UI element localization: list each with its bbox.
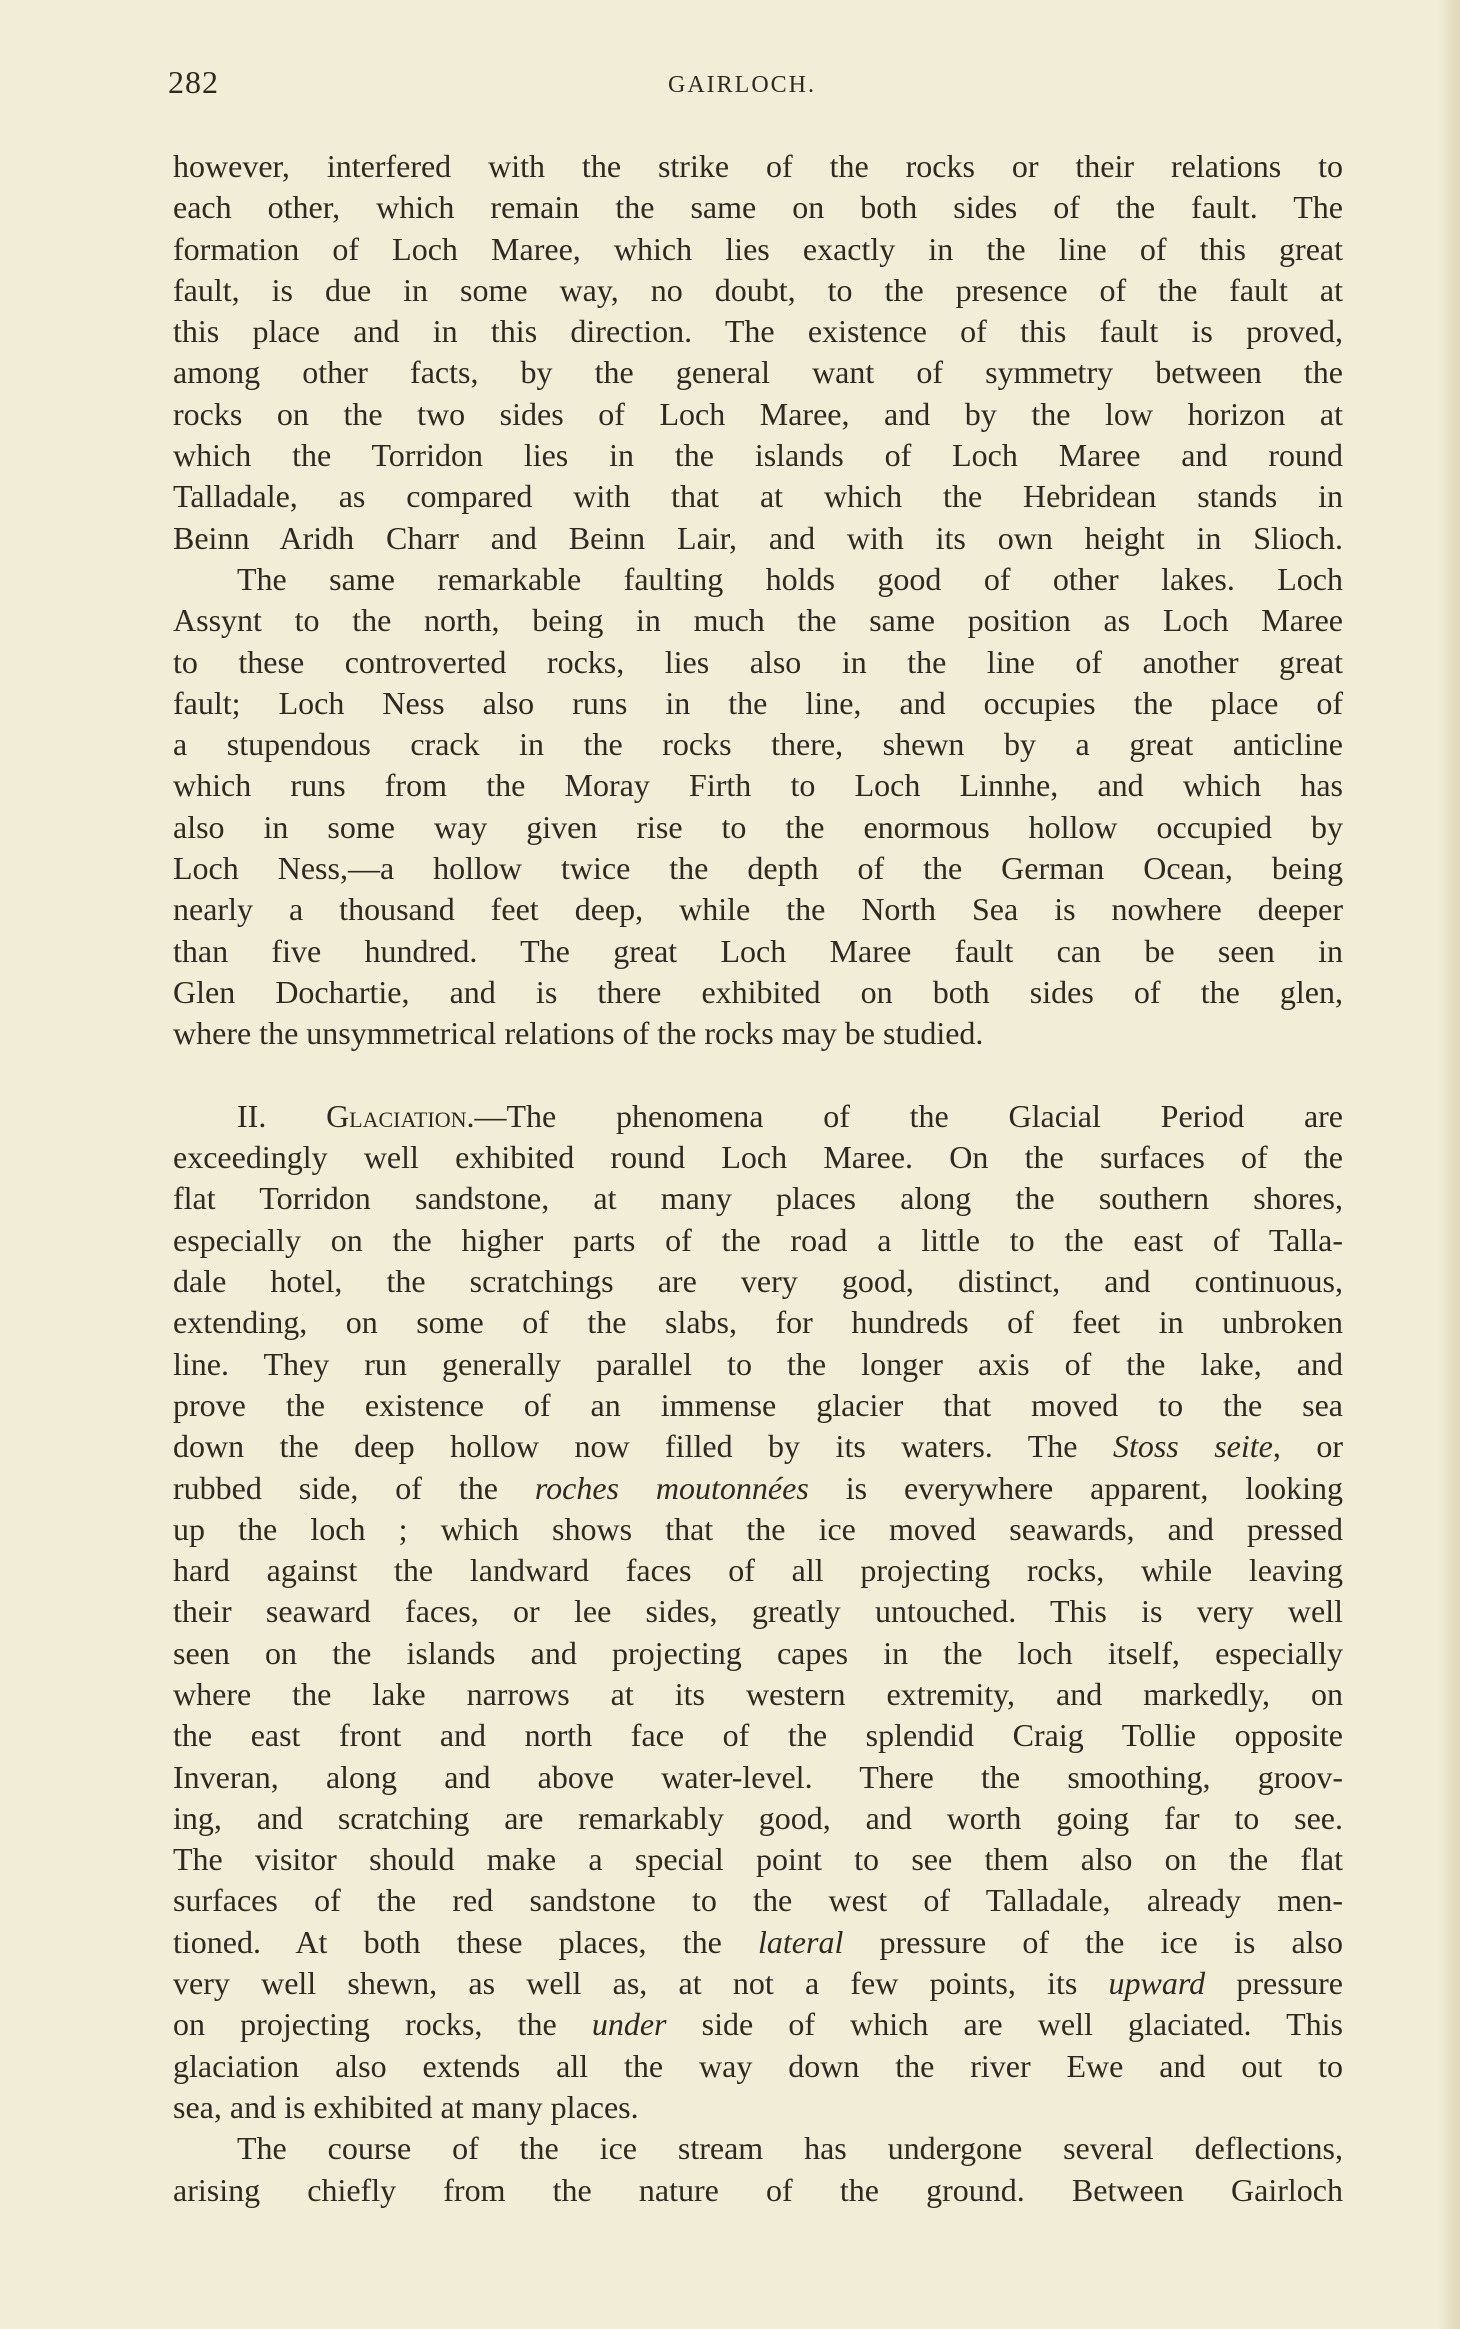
text-line: each other, which remain the same on both sides of the fault. The bbox=[173, 189, 1343, 226]
text-line: the east front and north face of the splendid Craig Tollie opposite bbox=[173, 1717, 1343, 1754]
italic-term: lateral bbox=[758, 1923, 844, 1960]
text-run: rubbed side, of the bbox=[173, 1469, 535, 1506]
text-run: is everywhere apparent, looking bbox=[808, 1469, 1344, 1506]
text-line bbox=[173, 2004, 1343, 2045]
text-line: ing, and scratching are remarkably good, and worth going far to see. bbox=[173, 1799, 1343, 1836]
text-line: Assynt to the north, being in much the same position as Loch Maree bbox=[173, 602, 1343, 639]
text-line: dale hotel, the scratchings are very good, distinct, and continuous, bbox=[173, 1263, 1343, 1300]
text-run: pressure bbox=[1205, 1965, 1344, 2002]
text-line: sea, and is exhibited at many places. bbox=[173, 2088, 639, 2125]
text-line: also in some way given rise to the enormous hollow occupied by bbox=[173, 808, 1343, 845]
text-run: on projecting rocks, the bbox=[173, 2006, 592, 2043]
text-line: fault, is due in some way, no doubt, to the presence of the fault at bbox=[173, 271, 1343, 308]
text-line: line. They run generally parallel to the longer axis of the lake, and bbox=[173, 1345, 1343, 1382]
text-line: The same remarkable faulting holds good of other lakes. Loch bbox=[237, 560, 1343, 597]
text-line: glaciation also extends all the way down the river Ewe and out to bbox=[173, 2047, 1343, 2084]
text-line: up the loch ; which shows that the ice moved seawards, and pressed bbox=[173, 1510, 1343, 1547]
text-line: where the unsymmetrical relations of the rocks may be studied. bbox=[173, 1015, 984, 1052]
text-line: Inveran, along and above water-level. There the smoothing, groov- bbox=[173, 1758, 1343, 1795]
text-line: prove the existence of an immense glacier that moved to the sea bbox=[173, 1386, 1343, 1423]
text-line: hard against the landward faces of all projecting rocks, while leaving bbox=[173, 1552, 1343, 1589]
running-head: GAIRLOCH. bbox=[668, 72, 816, 98]
text-line: rocks on the two sides of Loch Maree, and by the low horizon at bbox=[173, 395, 1343, 432]
text-line: especially on the higher parts of the road a little to the east of Talla- bbox=[173, 1221, 1343, 1258]
text-line: to these controverted rocks, lies also in the line of another great bbox=[173, 643, 1343, 680]
text-line: Talladale, as compared with that at which the Hebridean stands in bbox=[173, 478, 1343, 515]
text-run: tioned. At both these places, the bbox=[173, 1923, 759, 1960]
text-line: than five hundred. The great Loch Maree fault can be seen in bbox=[173, 932, 1343, 969]
page-number: 282 bbox=[168, 64, 219, 100]
italic-term: roches moutonnées bbox=[534, 1469, 809, 1506]
text-line: formation of Loch Maree, which lies exactly in the line of this great bbox=[173, 230, 1343, 267]
text-line: fault; Loch Ness also runs in the line, and occupies the place of bbox=[173, 684, 1343, 721]
text-line: which the Torridon lies in the islands of Loch Maree and round bbox=[173, 437, 1343, 474]
text-line: arising chiefly from the nature of the ground. Between Gairloch bbox=[173, 2171, 1343, 2208]
text-run: pressure of the ice is also bbox=[843, 1923, 1344, 1960]
text-line: which runs from the Moray Firth to Loch Linnhe, and which has bbox=[173, 767, 1343, 804]
text-line: Glen Dochartie, and is there exhibited on both sides of the glen, bbox=[173, 973, 1343, 1010]
text-run: II. bbox=[237, 1097, 327, 1134]
text-line: among other facts, by the general want of symmetry between the bbox=[173, 354, 1343, 391]
italic-term: under bbox=[591, 2006, 667, 2043]
text-line: Loch Ness,—a hollow twice the depth of the German Ocean, being bbox=[173, 850, 1343, 887]
body-text bbox=[173, 146, 1343, 2211]
page-edge-shadow bbox=[1438, 0, 1460, 2329]
text-line: nearly a thousand feet deep, while the North Sea is nowhere deeper bbox=[173, 891, 1343, 928]
text-line bbox=[173, 1922, 1343, 1963]
text-line: flat Torridon sandstone, at many places along the southern shores, bbox=[173, 1180, 1343, 1217]
text-line bbox=[173, 1468, 1343, 1509]
text-line: where the lake narrows at its western extremity, and markedly, on bbox=[173, 1675, 1343, 1712]
text-line: however, interfered with the strike of the rocks or their relations to bbox=[173, 148, 1343, 184]
text-line: The course of the ice stream has undergone several deflections, bbox=[237, 2130, 1343, 2167]
text-line: this place and in this direction. The existence of this fault is proved, bbox=[173, 313, 1343, 350]
text-line bbox=[173, 1426, 1343, 1467]
text-line bbox=[173, 1963, 1343, 2004]
text-line: their seaward faces, or lee sides, greatly untouched. This is very well bbox=[173, 1593, 1343, 1630]
paragraph-gap bbox=[173, 1055, 1343, 1096]
text-run: down the deep hollow now filled by its waters. The bbox=[173, 1428, 1113, 1465]
text-run: .—The phenomena of the Glacial Period are bbox=[466, 1097, 1343, 1134]
text-run: very well shewn, as well as, at not a few points, its bbox=[173, 1965, 1109, 2002]
text-line: surfaces of the red sandstone to the west of Talladale, already men- bbox=[173, 1882, 1343, 1919]
text-run: , or bbox=[1272, 1428, 1344, 1465]
section-heading: Glaciation bbox=[326, 1097, 467, 1134]
text-line: extending, on some of the slabs, for hundreds of feet in unbroken bbox=[173, 1304, 1343, 1341]
text-line: The visitor should make a special point to see them also on the flat bbox=[173, 1841, 1343, 1878]
italic-term: Stoss seite bbox=[1112, 1428, 1273, 1465]
text-line: Beinn Aridh Charr and Beinn Lair, and with its own height in Slioch. bbox=[173, 519, 1343, 556]
text-line: exceedingly well exhibited round Loch Maree. On the surfaces of the bbox=[173, 1139, 1343, 1176]
text-line bbox=[173, 1096, 1343, 1137]
text-line: seen on the islands and projecting capes in the loch itself, especially bbox=[173, 1634, 1343, 1671]
text-run: side of which are well glaciated. This bbox=[666, 2006, 1344, 2043]
text-line: a stupendous crack in the rocks there, shewn by a great anticline bbox=[173, 726, 1343, 763]
italic-term: upward bbox=[1108, 1965, 1206, 2002]
